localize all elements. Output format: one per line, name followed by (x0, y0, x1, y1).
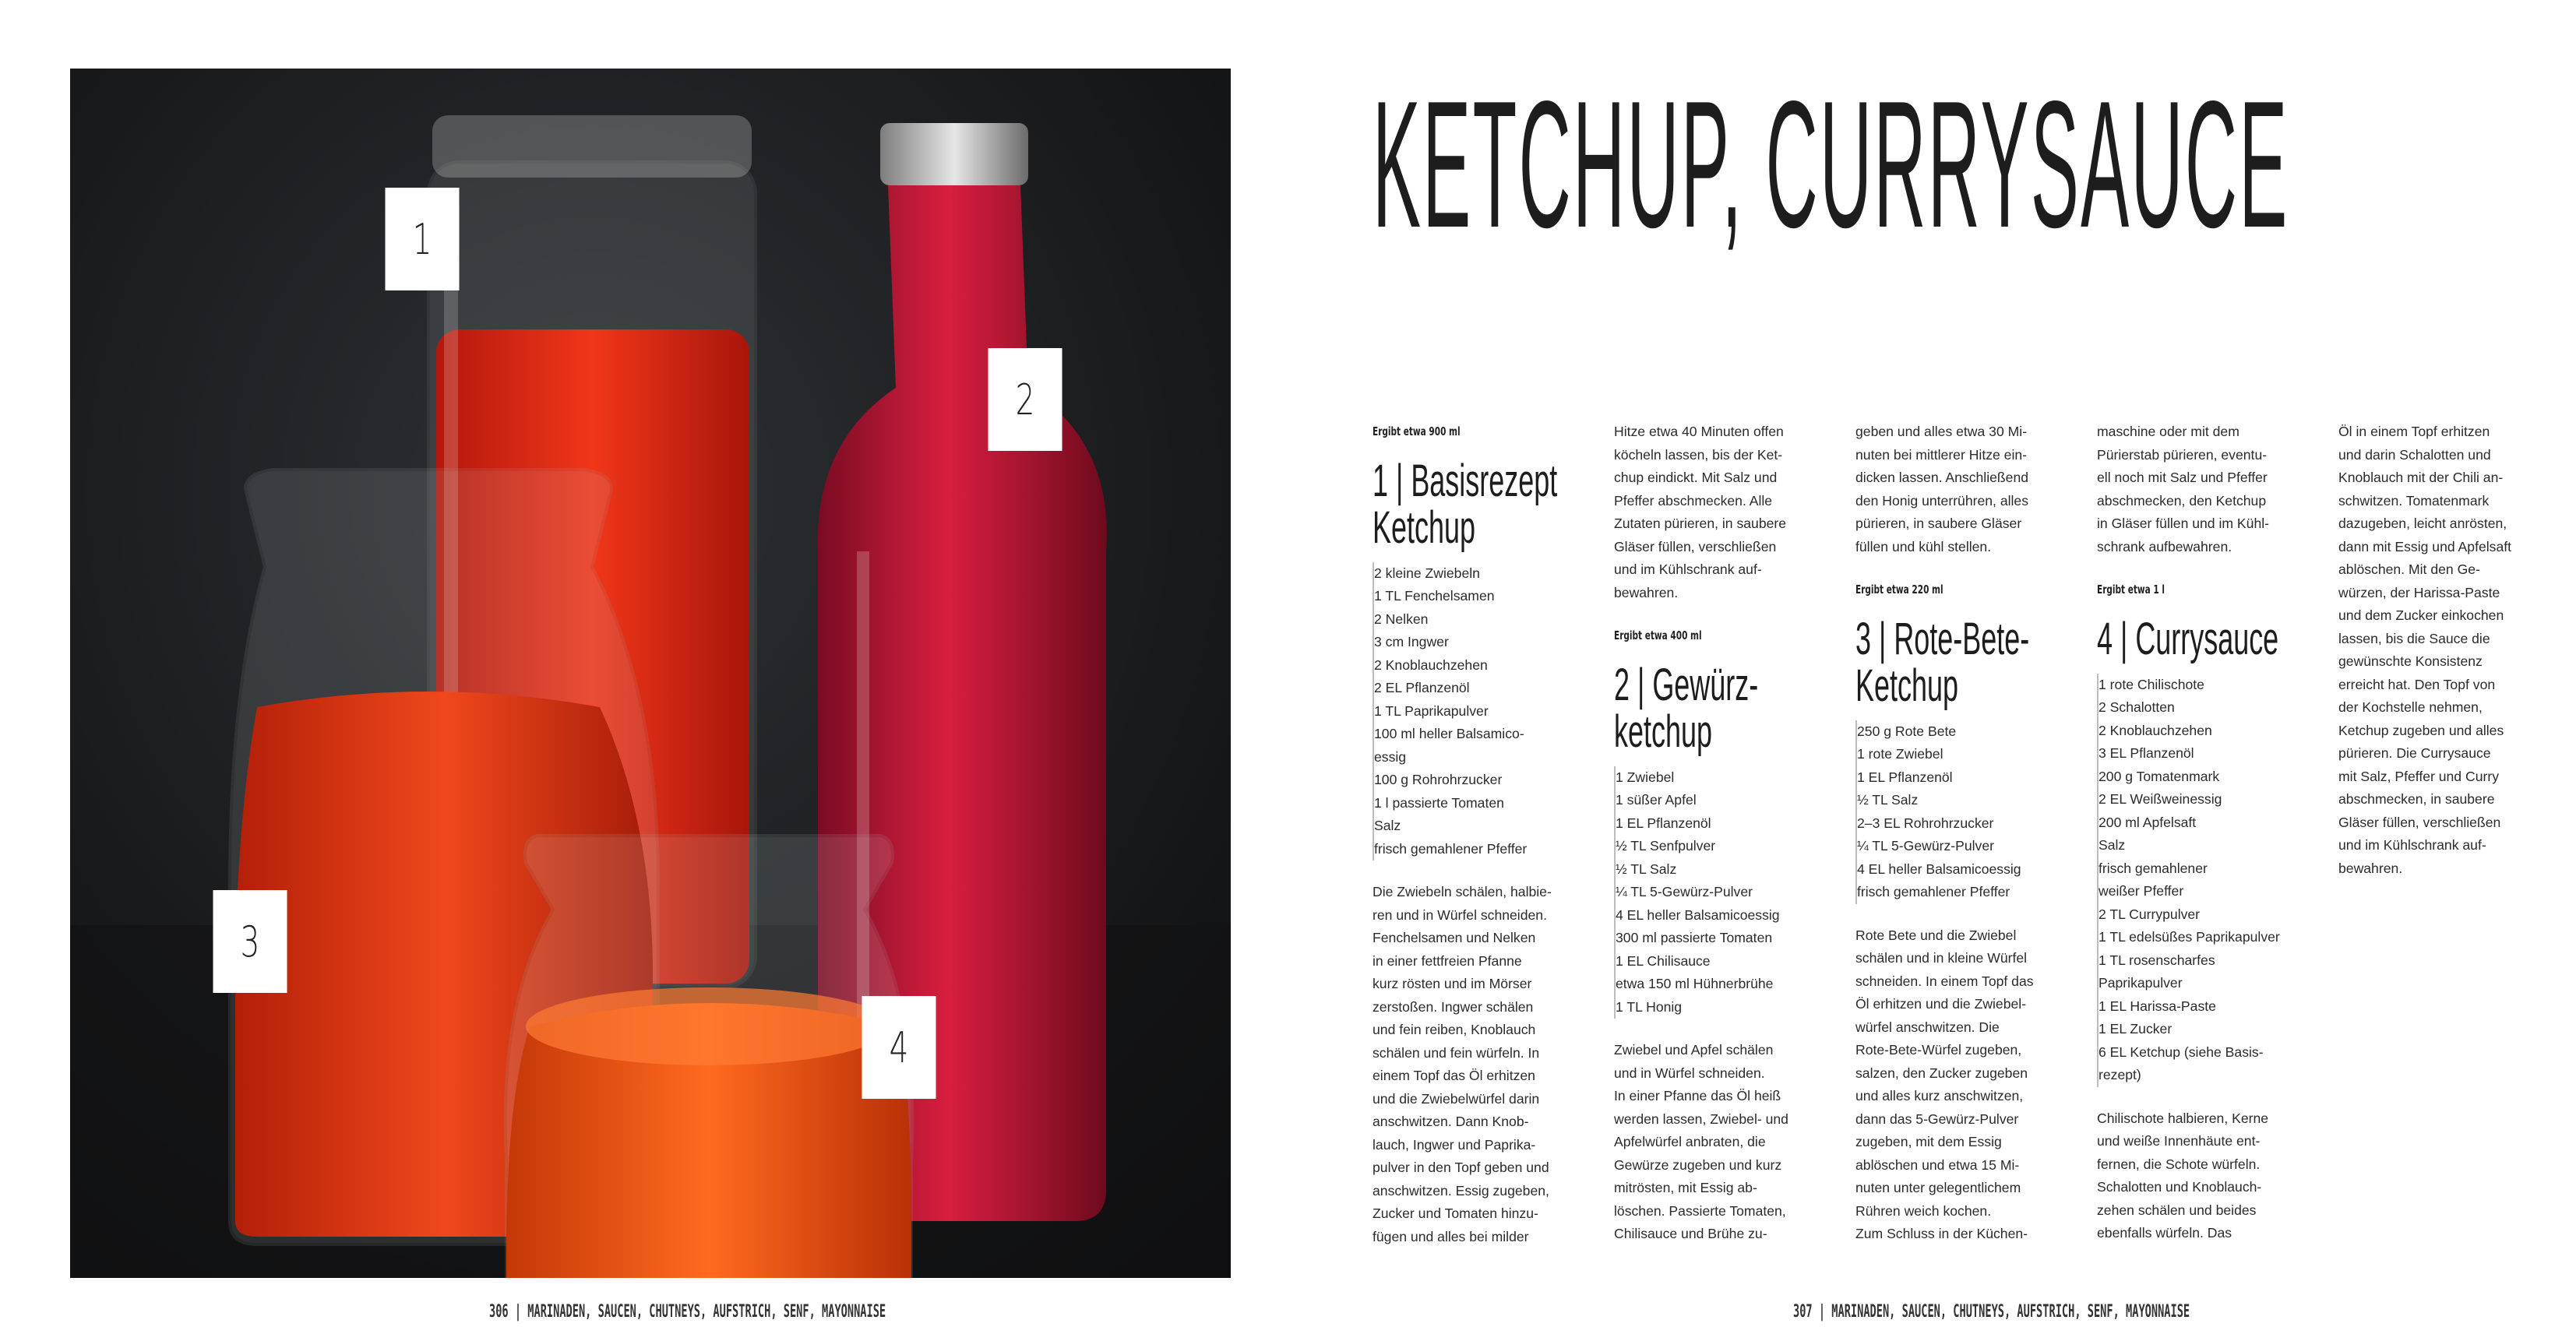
ingredient-item: etwa 150 ml Hühnerbrühe (1616, 976, 1774, 991)
ingredient-item: 3 cm Ingwer (1374, 634, 1449, 649)
ingredients-3 (1855, 720, 2050, 904)
text-line: Pfeffer abschmecken. Alle (1614, 492, 1773, 509)
text-line: füllen und kühl stellen. (1855, 538, 1992, 554)
recipe-title-3 (1855, 613, 2058, 711)
text-line: pürieren, in saubere Gläser (1855, 516, 2022, 531)
text-line: Hitze etwa 40 Minuten offen (1614, 424, 1784, 439)
text-line: Ketchup zugeben und alles (2338, 722, 2504, 738)
instructions-1-continued (1614, 421, 1809, 604)
recipe-title-2 (1614, 659, 1817, 757)
recipe-title-4 (2097, 613, 2299, 664)
text-line: dann das 5-Gewürz-Pulver (1855, 1110, 2019, 1127)
text-line: mit Salz, Pfeffer und Curry (2338, 768, 2499, 784)
ingredient-item: frisch gemahlener (2099, 860, 2208, 876)
instructions-3 (1855, 924, 2050, 1246)
text-line: lauch, Ingwer und Paprika- (1373, 1136, 1536, 1153)
ingredient-item: 200 ml Apfelsaft (2099, 814, 2197, 830)
text-line: und im Kühlschrank auf- (2338, 837, 2486, 853)
ingredient-item: ¼ TL 5-Gewürz-Pulver (1616, 884, 1753, 899)
text-line: schälen und in kleine Würfel (1855, 950, 2028, 966)
ingredient-item: 2 EL Pflanzenöl (1374, 680, 1470, 695)
ingredient-item: 1 EL Chilisauce (1616, 952, 1711, 969)
ingredient-item: 3 EL Pflanzenöl (2099, 745, 2194, 761)
text-line: Gläser füllen, verschließen (2338, 814, 2501, 830)
page-title: KETCHUP, CURRYSAUCE (1373, 64, 2289, 266)
text-line: Rühren weich kochen. (1855, 1202, 1992, 1219)
footer-right: 307 | MARINADEN, SAUCEN, CHUTNEYS, AUFSTRICH, SENF, MAYONNAISE (1793, 1302, 2190, 1322)
ingredient-item: Salz (1374, 818, 1401, 833)
recipe-title-2-line-1: 2 | Gewürz- (1614, 659, 1759, 710)
ingredient-item: weißer Pfeffer (2099, 883, 2184, 899)
text-line: und im Kühlschrank auf- (1614, 561, 1762, 577)
yield-3: Ergibt etwa 220 ml (1855, 583, 1943, 597)
recipe-title-1-line-2: Ketchup (1373, 502, 1475, 553)
ingredients-4 (2097, 674, 2292, 1087)
ingredient-item: 100 ml heller Balsamico- (1374, 726, 1524, 741)
recipe-title-4-line-1: 4 | Currysauce (2097, 613, 2279, 664)
instructions-2 (1614, 1039, 1809, 1246)
text-line: in einer fettfreien Pfanne (1373, 952, 1522, 969)
ingredient-item: 300 ml passierte Tomaten (1616, 930, 1773, 945)
text-line: ebenfalls würfeln. Das (2097, 1225, 2232, 1241)
text-line: Fenchelsamen und Nelken (1373, 930, 1536, 945)
jar-label-1 (385, 188, 459, 290)
ingredient-item: 2 Knoblauchzehen (2099, 722, 2212, 738)
text-line: Schalotten und Knoblauch- (2097, 1179, 2262, 1195)
recipe-title-1-line-1: 1 | Basisrezept (1373, 455, 1558, 506)
ingredient-item: 1 Zwiebel (1616, 769, 1675, 785)
text-line: einem Topf das Öl erhitzen (1373, 1068, 1535, 1083)
text-line: würfel anschwitzen. Die (1855, 1019, 2000, 1035)
ingredient-item: 1 EL Pflanzenöl (1616, 815, 1711, 831)
yield-2: Ergibt etwa 400 ml (1614, 628, 1702, 642)
text-line: dazugeben, leicht anrösten, (2338, 516, 2507, 531)
text-line: schwitzen. Tomatenmark (2338, 492, 2490, 509)
ingredient-item: 4 EL heller Balsamicoessig (1616, 906, 1780, 923)
text-line: Rote Bete und die Zwiebel (1855, 927, 2017, 943)
text-line: ablöschen. Mit den Ge- (2338, 561, 2480, 577)
text-line: dann mit Essig und Apfelsaft (2338, 538, 2512, 554)
column-4 (2097, 421, 2292, 1265)
text-line: den Honig unterrühren, alles (1855, 492, 2029, 509)
ingredient-item: ¼ TL 5-Gewürz-Pulver (1857, 838, 1994, 854)
text-line: maschine oder mit dem (2097, 424, 2239, 439)
ingredient-item: 1 TL edelsüßes Paprikapulver (2099, 929, 2280, 945)
ingredient-item: 250 g Rote Bete (1857, 723, 1957, 739)
text-line: gewünschte Konsistenz (2338, 653, 2483, 669)
jar-label-4-text: 4 (889, 1022, 909, 1072)
ingredient-item: 2 Schalotten (2099, 699, 2175, 715)
text-line: Knoblauch mit der Chili an- (2338, 470, 2504, 485)
recipe-title-3-line-2: Ketchup (1855, 660, 1958, 711)
ingredient-item: 2 TL Currypulver (2099, 906, 2201, 922)
ingredient-item: 2 Nelken (1374, 611, 1429, 627)
ingredient-item: frisch gemahlener Pfeffer (1857, 884, 2010, 899)
column-1 (1373, 421, 1567, 1269)
text-line: schneiden. In einem Topf das (1855, 973, 2034, 989)
text-line: Zutaten pürieren, in saubere (1614, 516, 1787, 531)
text-line: fügen und alles bei milder (1373, 1228, 1529, 1244)
yield-4: Ergibt etwa 1 l (2097, 583, 2165, 597)
text-line: Zum Schluss in der Küchen- (1855, 1226, 2028, 1241)
text-line: pulver in den Topf geben und (1373, 1160, 1549, 1175)
text-line: ablöschen und etwa 15 Mi- (1855, 1156, 2020, 1173)
ingredient-item: 1 rote Zwiebel (1857, 746, 1943, 762)
text-line: anschwitzen. Dann Knob- (1373, 1114, 1529, 1129)
text-line: fernen, die Schote würfeln. (2097, 1156, 2261, 1172)
ingredient-item: 6 EL Ketchup (siehe Basis- (2099, 1044, 2264, 1060)
ingredient-item: 1 TL Honig (1616, 998, 1683, 1015)
text-line: erreicht hat. Den Topf von (2338, 676, 2496, 692)
text-line: löschen. Passierte Tomaten, (1614, 1202, 1786, 1219)
ingredient-item: 2 kleine Zwiebeln (1374, 565, 1480, 581)
photo-illustration (70, 69, 1231, 1278)
instructions-1 (1373, 881, 1567, 1248)
recipe-title-2-line-2: ketchup (1614, 706, 1712, 757)
text-line: und fein reiben, Knoblauch (1373, 1022, 1536, 1037)
ingredient-item: 1 rote Chilischote (2099, 676, 2204, 692)
instructions-4-continued (2338, 421, 2533, 880)
text-line: Öl erhitzen und die Zwiebel- (1855, 996, 2027, 1012)
text-line: bewahren. (1614, 584, 1679, 600)
text-line: werden lassen, Zwiebel- und (1614, 1110, 1788, 1127)
text-line: Apfelwürfel anbraten, die (1614, 1134, 1766, 1149)
jar-label-3-text: 3 (240, 917, 260, 966)
text-line: in Gläser füllen und im Kühl- (2097, 516, 2270, 531)
text-line: Öl in einem Topf erhitzen (2338, 424, 2490, 439)
ingredient-item: Salz (2099, 837, 2126, 853)
text-line: Rote-Bete-Würfel zugeben, (1855, 1042, 2022, 1058)
ingredient-item: Paprikapulver (2099, 975, 2183, 991)
ingredient-item: 1 TL Fenchelsamen (1374, 588, 1495, 604)
text-line: schälen und fein würfeln. In (1373, 1044, 1540, 1061)
text-line: ell noch mit Salz und Pfeffer (2097, 470, 2268, 485)
column-5 (2338, 421, 2533, 900)
text-line: abschmecken, in saubere (2338, 791, 2495, 807)
text-line: nuten unter gelegentlichem (1855, 1180, 2021, 1195)
jar-label-3 (213, 890, 287, 993)
jar-label-2-text: 2 (1015, 375, 1035, 424)
ingredient-item: 200 g Tomatenmark (2099, 768, 2220, 784)
ingredient-item: frisch gemahlener Pfeffer (1374, 840, 1528, 857)
ingredient-item: 4 EL heller Balsamicoessig (1857, 861, 2021, 877)
text-line: Zwiebel und Apfel schälen (1614, 1042, 1774, 1058)
recipe-title-3-line-1: 3 | Rote-Bete- (1855, 613, 2030, 664)
text-line: würzen, der Harissa-Paste (2338, 584, 2500, 600)
text-line: Chilischote halbieren, Kerne (2097, 1110, 2269, 1126)
instructions-4 (2097, 1107, 2292, 1245)
text-line: und in Würfel schneiden. (1614, 1065, 1765, 1081)
text-line: chup eindickt. Mit Salz und (1614, 470, 1778, 485)
text-line: Chilisauce und Brühe zu- (1614, 1226, 1767, 1241)
ingredient-item: 2 EL Weißweinessig (2099, 791, 2222, 807)
jar-label-2 (988, 348, 1062, 451)
recipe-title-1 (1373, 455, 1575, 553)
text-line: Pürierstab pürieren, eventu- (2097, 446, 2268, 463)
text-line: abschmecken, den Ketchup (2097, 492, 2267, 509)
text-line: Gläser füllen, verschließen (1614, 538, 1777, 554)
ingredient-item: 1 EL Zucker (2099, 1021, 2173, 1037)
ingredient-item: ½ TL Salz (1616, 861, 1677, 877)
ingredient-item: 2–3 EL Rohrohrzucker (1857, 815, 1994, 831)
text-line: zerstoßen. Ingwer schälen (1373, 998, 1534, 1015)
text-line: mitrösten, mit Essig ab- (1614, 1180, 1757, 1195)
text-line: bewahren. (2338, 860, 2403, 876)
ingredient-item: 1 EL Harissa-Paste (2099, 998, 2216, 1014)
ingredient-item: 1 süßer Apfel (1616, 792, 1697, 808)
text-line: zugeben, mit dem Essig (1855, 1134, 2002, 1149)
text-line: Zucker und Tomaten hinzu- (1373, 1206, 1538, 1221)
ingredient-item: ½ TL Salz (1857, 792, 1919, 808)
text-line: pürieren. Die Currysauce (2338, 745, 2491, 761)
text-line: In einer Pfanne das Öl heiß (1614, 1088, 1781, 1103)
text-line: salzen, den Zucker zugeben (1855, 1065, 2028, 1081)
instructions-3-continued (2097, 421, 2292, 558)
text-line: zehen schälen und beides (2097, 1202, 2257, 1218)
text-line: nuten bei mittlerer Hitze ein- (1855, 446, 2028, 463)
text-line: dicken lassen. Anschließend (1855, 470, 2029, 485)
jar-label-1-text: 1 (412, 214, 432, 264)
ingredient-item: 1 TL rosenscharfes (2099, 952, 2215, 968)
text-line: und weiße Innenhäute ent- (2097, 1133, 2261, 1149)
ingredient-item: 1 l passierte Tomaten (1374, 794, 1504, 811)
text-line: lassen, bis die Sauce die (2338, 630, 2490, 646)
ingredient-item: ½ TL Senfpulver (1616, 838, 1716, 854)
ingredient-item: 1 TL Paprikapulver (1374, 702, 1489, 719)
instructions-2-continued (1855, 421, 2050, 558)
text-line: Die Zwiebeln schälen, halbie- (1373, 884, 1552, 899)
yield-1: Ergibt etwa 900 ml (1373, 424, 1461, 438)
jar-label-4 (862, 996, 936, 1099)
ingredient-item: essig (1374, 748, 1407, 765)
ingredient-item: rezept) (2099, 1067, 2141, 1082)
text-line: und alles kurz anschwitzen, (1855, 1088, 2024, 1103)
text-line: und darin Schalotten und (2338, 446, 2491, 463)
text-line: Gewürze zugeben und kurz (1614, 1156, 1782, 1173)
text-line: anschwitzen. Essig zugeben, (1373, 1182, 1549, 1198)
footer-left: 306 | MARINADEN, SAUCEN, CHUTNEYS, AUFSTRICH, SENF, MAYONNAISE (489, 1302, 886, 1322)
ingredient-item: 2 Knoblauchzehen (1374, 656, 1488, 673)
text-line: der Kochstelle nehmen, (2338, 699, 2483, 715)
column-2 (1614, 421, 1809, 1266)
text-line: schrank aufbewahren. (2097, 538, 2232, 554)
ingredient-item: 100 g Rohrohrzucker (1374, 772, 1503, 787)
column-3 (1855, 421, 2050, 1266)
text-line: köcheln lassen, bis der Ket- (1614, 446, 1783, 463)
ingredient-item: 1 EL Pflanzenöl (1857, 769, 1953, 785)
text-line: und die Zwiebelwürfel darin (1373, 1090, 1540, 1107)
sauce-jars-photo (70, 69, 1231, 1278)
text-line: geben und alles etwa 30 Mi- (1855, 424, 2028, 439)
text-line: ren und in Würfel schneiden. (1373, 906, 1547, 923)
ingredients-2 (1614, 766, 1809, 1019)
text-line: und dem Zucker einkochen (2338, 607, 2504, 623)
ingredients-1 (1373, 562, 1567, 861)
text-line: kurz rösten und im Mörser (1373, 976, 1532, 991)
